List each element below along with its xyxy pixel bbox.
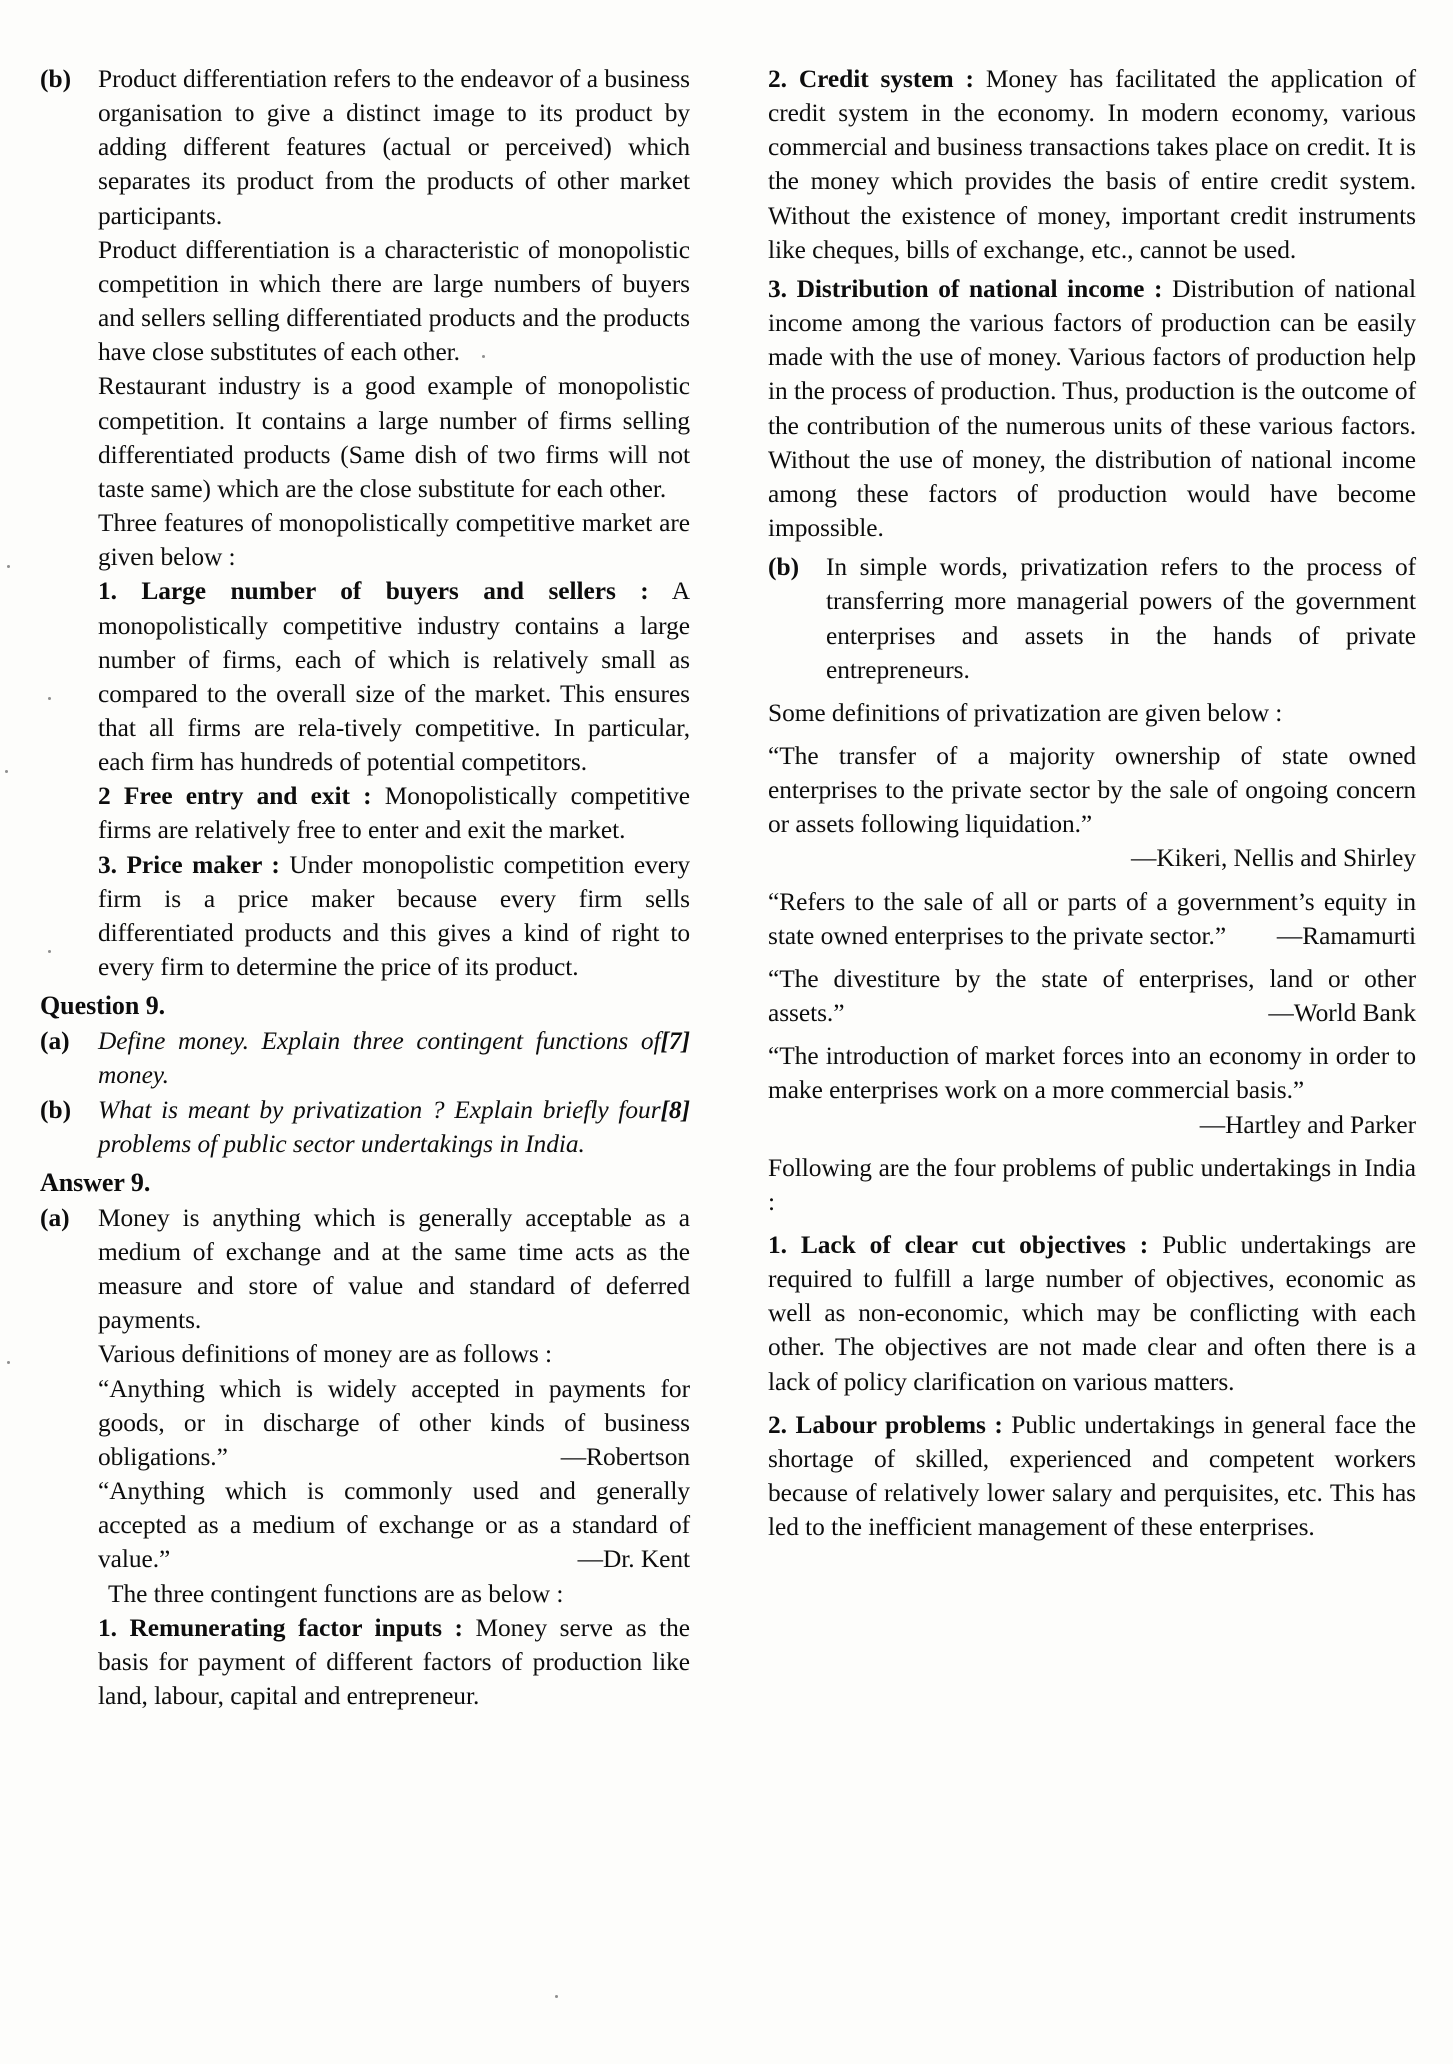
quote-ramamurti-attribution: —Ramamurti (1276, 921, 1416, 950)
quote-robertson (40, 1372, 690, 1474)
quote-kikeri-attribution: —Kikeri, Nellis and Shirley (1131, 844, 1416, 873)
question-marker-a: (a) (40, 1027, 70, 1056)
question-9a-marks: [7] (660, 1027, 690, 1056)
problem-1-label: 1. Lack of clear cut objectives : (768, 1231, 1149, 1259)
feature-2-text: Monopolistically competitive firms are relatively free to enter and exit the market. (98, 782, 690, 845)
block-three-features-intro: Three features of monopolistically competitive market are given below : (98, 509, 690, 572)
problem-2-text: Public undertakings in general face the shortage of skilled, experienced and competent workers because of relatively lower salary and perquisites, etc. This has led to the inefficient management of these enterprises. (768, 1410, 1417, 1542)
feature-3-text: Under monopolistic competition every firm is a price maker because every firm sells differentiated products and this gives a kind of right to every firm to determine the price of its product. (98, 850, 690, 982)
quote-hartley-parker: “The introduction of market forces into an economy in order to make enterprises work on a more commercial basis.” (768, 1042, 1416, 1105)
question-9b-text: [8] What is meant by privatization ? Explain briefly four problems of public sector undertakings in India. (98, 1093, 690, 1161)
right-column (726, 62, 1452, 2052)
problem-1 (768, 1228, 1416, 1399)
answer-9b-text: In simple words, privatization refers to the process of transferring more managerial powers of the government enterprises and assets in the hands of private entrepreneurs. (826, 553, 1416, 684)
quote-dr-kent-text: “Anything which is commonly used and generally accepted as a medium of exchange or as a standard of value.” (98, 1477, 690, 1574)
various-definitions-intro: Various definitions of money are as follows : (98, 1340, 552, 1369)
feature-1-text: A monopolistically competitive industry contains a large number of firms, each of which is relatively small as compared to the overall size of the market. This ensures that all firms are rela-tively competitive. In particular, each firm has hundreds of potential competitors. (98, 577, 690, 777)
quote-kikeri: “The transfer of a majority ownership of state owned enterprises to the private sector by the sale of ongoing concern or assets following liquidation.” (768, 741, 1416, 839)
feature-3-label: 3. Price maker : (98, 850, 280, 879)
answer-9a-money-definition (40, 1201, 690, 1338)
answer-9a-text: Money is anything which is generally acceptable as a medium of exchange and at the same time acts as the measure and store of value and standard of deferred payments. (98, 1203, 690, 1335)
some-definitions-intro: Some definitions of privatization are given below : (768, 698, 1283, 727)
list-marker-b: (b) (40, 65, 72, 93)
contingent-function-1-text: Money serve as the basis for payment of different factors of production like land, labour, capital and entrepreneur. (98, 1613, 690, 1710)
question-9a-text: [7] Define money. Explain three contingent functions of money. (98, 1024, 690, 1092)
contingent-function-1-label: 1. Remunerating factor inputs : (98, 1613, 463, 1642)
question-9b (40, 1093, 690, 1161)
left-column (0, 62, 726, 2052)
question-marker-b: (b) (40, 1095, 72, 1124)
quote-dr-kent-attribution: —Dr. Kent (577, 1545, 690, 1574)
paragraph-text: Product differentiation refers to the endeavor of a business organisation to give a distinct image to its product by adding different features (actual or perceived) which separates its product from the products of other market participants. (98, 65, 690, 230)
quote-world-bank (768, 962, 1416, 1030)
contingent-function-2-label: 2. Credit system : (768, 65, 974, 93)
quote-hartley-parker-attribution: —Hartley and Parker (1199, 1110, 1416, 1139)
four-problems-intro: Following are the four problems of public undertakings in India : (768, 1153, 1416, 1216)
block-feature-2 (40, 779, 690, 847)
block-feature-3 (40, 848, 690, 985)
question-9a (40, 1024, 690, 1092)
contingent-function-3 (768, 272, 1416, 545)
quote-robertson-text: “Anything which is widely accepted in payments for goods, or in discharge of other kinds of business obligations.” (98, 1374, 690, 1471)
quote-ramamurti (768, 885, 1416, 953)
answer-9b-privatization-intro (768, 550, 1416, 687)
answer-heading: Answer 9. (40, 1167, 151, 1197)
contingent-function-3-text: Distribution of national income among the various factors of production can be easily made with the use of money. Various factors of production help in the process of production. Thus, production is the outcome of the contribution of the numerous units of these various factors. Without the use of money, the distribution of national income among these factors of production would have become impossible. (768, 274, 1416, 543)
feature-2-label: 2 Free entry and exit : (98, 782, 372, 811)
contingent-function-2-text: Money has facilitated the application of credit system in the economy. In modern economy, various commercial and business transactions takes place on credit. It is the money which provides the basis of entire credit system. Without the existence of money, important credit instruments like cheques, bills of exchange, etc., cannot be used. (768, 65, 1416, 264)
two-column-body (0, 62, 1453, 2052)
question-9b-marks: [8] (660, 1095, 690, 1124)
contingent-function-2 (768, 62, 1416, 267)
quote-ramamurti-text: “Refers to the sale of all or parts of a government’s equity in state owned enterprises to the private sector.” (768, 887, 1416, 950)
answer-marker-b: (b) (768, 553, 800, 582)
quote-dr-kent (40, 1474, 690, 1576)
contingent-function-1 (40, 1611, 690, 1713)
block-product-differentiation (40, 62, 690, 233)
quote-world-bank-text: “The divestiture by the state of enterprises, land or other assets.” (768, 964, 1416, 1028)
block-product-diff-characteristic: Product differentiation is a characteristic of monopolistic competition in which there are large numbers of buyers and sellers selling differentiated products and the products have close substitutes of each other. (98, 235, 690, 367)
quote-robertson-attribution: —Robertson (560, 1442, 690, 1471)
block-restaurant-example: Restaurant industry is a good example of monopolistic competition. It contains a large number of firms selling differentiated products (Same dish of two firms will not taste same) which are the close substitute for each other. (98, 372, 690, 503)
problem-2-label: 2. Labour problems : (768, 1410, 1003, 1439)
problem-2 (768, 1408, 1416, 1545)
question-heading: Question 9. (40, 991, 166, 1021)
feature-1-label: 1. Large number of buyers and sellers : (98, 577, 649, 606)
contingent-function-3-label: 3. Distribution of national income : (768, 274, 1163, 303)
problem-1-text: Public undertakings are required to fulfill a large number of objectives, economic as well as non-economic, which may be conflicting with each other. The objectives are not made clear and often there is a lack of policy clarification on various matters. (768, 1231, 1417, 1396)
answer-marker-a: (a) (40, 1203, 70, 1232)
block-feature-1 (40, 574, 690, 779)
three-contingent-functions-intro: The three contingent functions are as below : (108, 1579, 564, 1608)
quote-world-bank-attribution: —World Bank (1268, 999, 1416, 1028)
